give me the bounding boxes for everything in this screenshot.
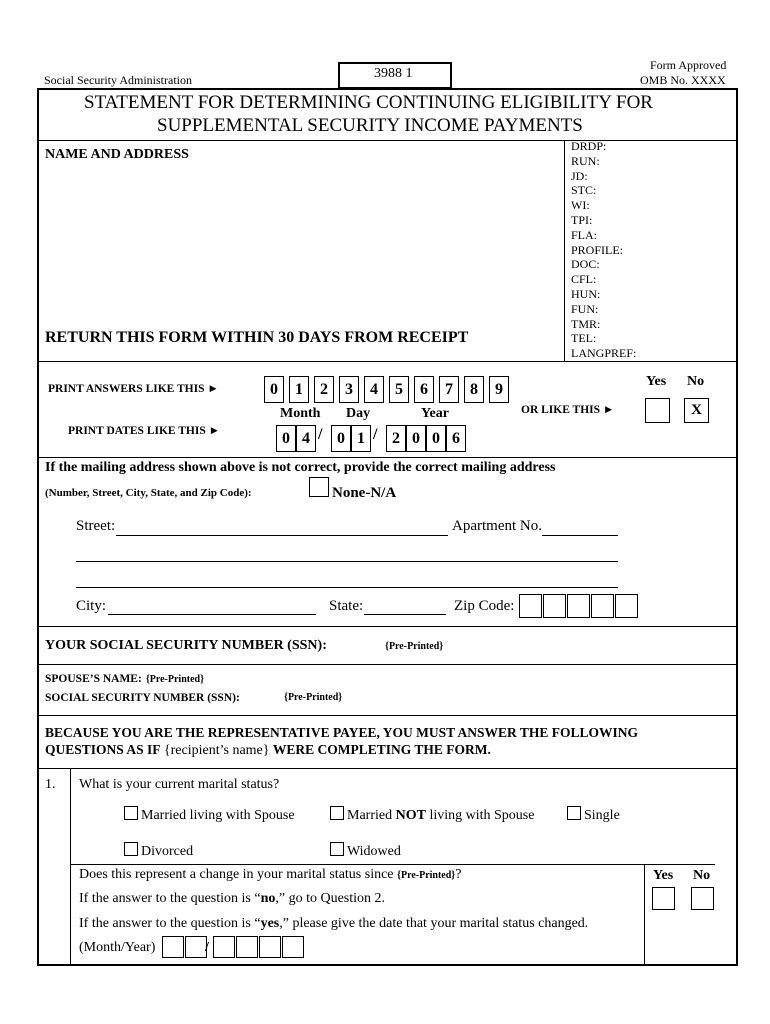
option-single[interactable]: Single — [567, 806, 620, 824]
street-input[interactable] — [116, 535, 448, 536]
divider — [38, 361, 738, 362]
form-title-line1: STATEMENT FOR DETERMINING CONTINUING ELIGIBILITY FOR — [84, 92, 653, 113]
sample-yes-box — [645, 398, 670, 423]
checkbox[interactable] — [567, 806, 581, 820]
sample-digit-box: 7 — [439, 376, 459, 403]
if-yes-instruction: If the answer to the question is “yes,” please give the date that your marital status changed. — [79, 916, 589, 931]
month-year-digit-box[interactable] — [162, 936, 184, 958]
checkbox[interactable] — [330, 842, 344, 856]
none-na-checkbox[interactable] — [309, 477, 329, 497]
code-field: TPI: — [571, 212, 593, 227]
divider — [38, 664, 738, 665]
address-heading: If the mailing address shown above is not correct, provide the correct mailing address — [45, 460, 556, 475]
sample-date-digit-box: 0 — [406, 425, 426, 452]
payee-notice-line2: QUESTIONS AS IF {recipient’s name} WERE COMPLETING THE FORM. — [45, 742, 491, 758]
change-no-label: No — [693, 868, 711, 883]
code-field: DRDP: — [571, 139, 607, 153]
code-field: LANGPREF: — [571, 346, 637, 361]
option-married-not-with-spouse[interactable]: Married NOT living with Spouse — [330, 806, 534, 824]
spouse-ssn-value: {Pre-Printed} — [284, 692, 343, 703]
print-answers-label: PRINT ANSWERS LIKE THIS ► — [48, 383, 219, 395]
question-1-number: 1. — [45, 777, 56, 792]
month-year-digit-box[interactable] — [259, 936, 281, 958]
sample-digit-box: 6 — [414, 376, 434, 403]
street-label: Street: — [76, 518, 116, 534]
sample-no-label: No — [687, 374, 705, 389]
checkbox[interactable] — [330, 806, 344, 820]
month-label: Month — [280, 406, 321, 421]
month-year-slash: / — [205, 940, 209, 955]
option-married-with-spouse[interactable]: Married living with Spouse — [124, 806, 295, 824]
ssn-value: {Pre-Printed} — [385, 641, 444, 652]
option-widowed[interactable]: Widowed — [330, 842, 401, 860]
zip-digit-box[interactable] — [519, 594, 542, 618]
sample-date-digit-box: 4 — [296, 425, 316, 452]
address-line-2[interactable] — [76, 561, 618, 562]
spouse-name-row — [45, 669, 204, 687]
date-separator: / — [318, 426, 323, 443]
month-year-digit-box[interactable] — [185, 936, 207, 958]
sample-date-digit-box: 0 — [331, 425, 351, 452]
form-title-line2: SUPPLEMENTAL SECURITY INCOME PAYMENTS — [157, 115, 583, 136]
code-field: TMR: — [571, 316, 601, 331]
code-field: FUN: — [571, 301, 599, 316]
zip-digit-box[interactable] — [615, 594, 638, 618]
divider — [38, 715, 738, 716]
date-separator: / — [373, 426, 378, 443]
spouse-name-label: SPOUSE’S NAME: — [45, 673, 142, 685]
zip-digit-box[interactable] — [543, 594, 566, 618]
code-field: RUN: — [571, 153, 600, 168]
code-field: DOC: — [571, 257, 600, 272]
sample-digit-box: 5 — [389, 376, 409, 403]
sample-digit-box: 8 — [464, 376, 484, 403]
zip-label: Zip Code: — [454, 598, 515, 614]
divider — [70, 864, 715, 865]
sample-digit-box: 1 — [289, 376, 309, 403]
day-label: Day — [346, 406, 371, 421]
address-line-3[interactable] — [76, 587, 618, 588]
checkbox[interactable] — [124, 842, 138, 856]
sample-no-box: X — [684, 398, 709, 423]
month-year-digit-box[interactable] — [282, 936, 304, 958]
change-no-checkbox[interactable] — [691, 887, 714, 910]
sample-date-digit-box: 0 — [276, 425, 296, 452]
code-field: TEL: — [571, 331, 597, 346]
code-field: FLA: — [571, 227, 598, 242]
omb-number: OMB No. XXXX — [640, 73, 726, 87]
sample-date-digit-box: 0 — [426, 425, 446, 452]
checkbox[interactable] — [124, 806, 138, 820]
divider — [38, 768, 738, 769]
city-label: City: — [76, 598, 107, 614]
city-input[interactable] — [108, 614, 316, 615]
none-na-label: None-N/A — [332, 485, 397, 501]
month-year-digit-box[interactable] — [213, 936, 235, 958]
year-label: Year — [421, 406, 449, 421]
agency-name: Social Security Administration — [44, 73, 192, 87]
name-address-label: NAME AND ADDRESS — [45, 147, 189, 162]
print-dates-label: PRINT DATES LIKE THIS ► — [68, 425, 220, 437]
form-number: 3988 1 — [374, 66, 413, 81]
sample-yes-label: Yes — [646, 374, 667, 389]
sample-digit-box: 4 — [364, 376, 384, 403]
code-field: STC: — [571, 183, 597, 198]
zip-digit-box[interactable] — [567, 594, 590, 618]
if-no-instruction: If the answer to the question is “no,” go to Question 2. — [79, 891, 386, 906]
apartment-label: Apartment No. — [452, 518, 542, 534]
divider — [38, 626, 738, 627]
option-divorced[interactable]: Divorced — [124, 842, 193, 860]
state-input[interactable] — [364, 614, 446, 615]
sample-digit-box: 9 — [489, 376, 509, 403]
code-field: PROFILE: — [571, 242, 624, 257]
change-yes-label: Yes — [653, 868, 674, 883]
zip-digit-box[interactable] — [591, 594, 614, 618]
sample-date-digit-box: 2 — [386, 425, 406, 452]
spouse-name-value: {Pre-Printed} — [145, 674, 205, 685]
change-yes-checkbox[interactable] — [652, 887, 675, 910]
payee-notice-line1: BECAUSE YOU ARE THE REPRESENTATIVE PAYEE, YOU MUST ANSWER THE FOLLOWING — [45, 725, 639, 740]
codes-divider — [564, 140, 565, 361]
code-field: HUN: — [571, 286, 601, 301]
month-year-label: (Month/Year) — [79, 940, 156, 955]
return-notice: RETURN THIS FORM WITHIN 30 DAYS FROM RECEIPT — [45, 329, 469, 346]
yes-no-divider — [644, 864, 645, 966]
question-1-text: What is your current marital status? — [79, 777, 280, 792]
question-number-divider — [70, 768, 71, 966]
state-label: State: — [329, 598, 364, 614]
spouse-ssn-label: SOCIAL SECURITY NUMBER (SSN): — [45, 692, 240, 704]
apartment-input[interactable] — [542, 535, 618, 536]
ssn-label: YOUR SOCIAL SECURITY NUMBER (SSN): — [45, 638, 327, 653]
sample-digit-box: 3 — [339, 376, 359, 403]
code-field: JD: — [571, 168, 588, 183]
change-question: Does this represent a change in your marital status since {Pre-Printed}? — [79, 867, 462, 882]
form-approved: Form Approved — [650, 58, 727, 72]
address-subheading: (Number, Street, City, State, and Zip Code): — [45, 487, 252, 499]
code-field: WI: — [571, 198, 590, 213]
internal-codes — [571, 139, 636, 361]
or-like-this-label: OR LIKE THIS ► — [521, 404, 615, 416]
code-field: CFL: — [571, 272, 597, 287]
sample-date-digit-box: 1 — [351, 425, 371, 452]
sample-date-digit-box: 6 — [446, 425, 466, 452]
sample-digit-box: 0 — [264, 376, 284, 403]
divider — [38, 457, 738, 458]
month-year-digit-box[interactable] — [236, 936, 258, 958]
sample-digit-box: 2 — [314, 376, 334, 403]
